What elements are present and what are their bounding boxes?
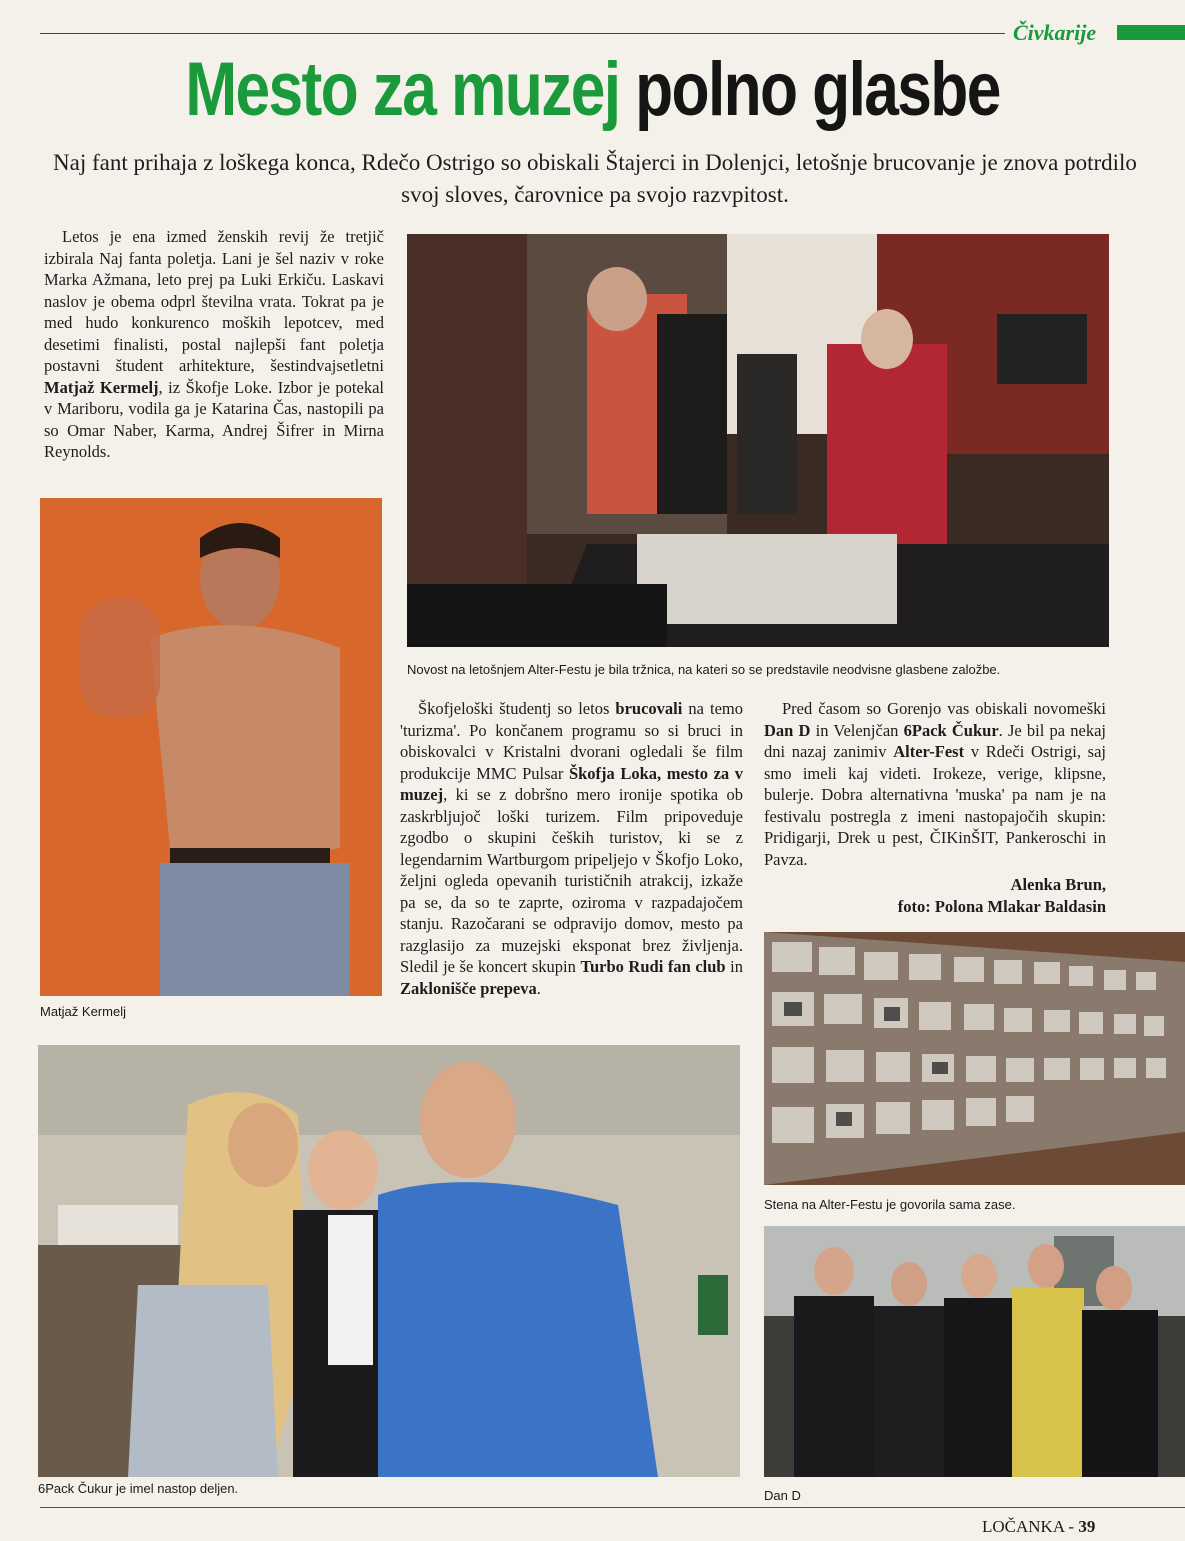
photo-kermelj (40, 498, 382, 996)
caption-market: Novost na letošnjem Alter-Festu je bila tržnica, na kateri so se predstavile neodvisne glasbene založbe. (407, 662, 1001, 677)
headline-word: muzej (450, 47, 620, 132)
byline (764, 874, 1106, 917)
column1-text: Letos je ena izmed ženskih revij že tretjič izbirala Naj fanta poletja. Lani je šel naziv v roke Marka Ažmana, leto prej pa Luki Erkiču. Laskavi naslov je obema odprl številna vrata. Tokrat pa je med hudo konkurenco moških lepotcev, med desetimi finalisti, postal najlepši fant poletja postavni študent arhitekture, šestindvajsetletni Matjaž Kermelj, iz Škofje Loke. Izbor je potekal v Mariboru, vodila ga je Katarina Čas, nastopili pa so Omar Naber, Karma, Andrej Šifrer in Mirna Reynolds. (44, 227, 384, 461)
photo-market (407, 234, 1109, 647)
photo-cukur (38, 1045, 740, 1477)
caption-dand: Dan D (764, 1488, 801, 1503)
photo-dand (764, 1226, 1185, 1477)
footer-magazine: LOČANKA (982, 1517, 1065, 1536)
footer-rule (40, 1507, 1185, 1508)
section-accent-bar (1117, 25, 1185, 40)
column2-text: Škofjeloški študentj so letos brucovali na temo 'turizma'. Po končanem programu so si bruci in obiskovalci v Kristalni dvorani ogledali še film produkcije MMC Pulsar Škofja Loka, mesto za v muzej, ki se z dobršno mero ironije spotika ob zaskrbljujoč loški turizem. Film pripoveduje zgodbo o skupini čeških turistov, ki se z legendarnim Wartburgom pripeljejo v Škofjo Loko, željni ogleda opevanih turističnih atrakcij, izkaže pa se, da so te zaprte, oziroma v razpadajočem stanju. Razočarani se odpravijo domov, mesto pa razglasijo za muzejski eksponat brez življenja. Sledil je še koncert skupin Turbo Rudi fan club in Zaklonišče prepeva. (400, 699, 743, 998)
headline-word: za (372, 47, 436, 132)
footer (982, 1517, 1095, 1537)
header-rule (40, 33, 1005, 34)
headline-word: polno (635, 47, 797, 132)
caption-kermelj: Matjaž Kermelj (40, 1004, 126, 1019)
headline (107, 46, 1079, 133)
section-label: Čivkarije (1013, 20, 1097, 45)
headline-word: glasbe (812, 47, 1000, 132)
byline-author: Alenka Brun, (1010, 875, 1106, 894)
column3-text: Pred časom so Gorenjo vas obiskali novomeški Dan D in Velenjčan 6Pack Čukur. Je bil pa nekaj dni nazaj zanimiv Alter-Fest v Rdeči Ostrigi, saj smo imeli kaj videti. Irokeze, verige, klipsne, bulerje. Dobra alternativna 'muska' pa nam je na festivalu postregla z imeni nastopajočih skupin: Pridigarji, Drek u pest, ČIKinŠIT, Pankeroschi in Pavza. (764, 699, 1107, 869)
footer-separator: - (1068, 1517, 1075, 1536)
caption-wall: Stena na Alter-Festu je govorila sama zase. (764, 1197, 1016, 1212)
lede: Naj fant prihaja z loškega konca, Rdečo Ostrigo so obiskali Štajerci in Dolenjci, letošnje brucovanje je znova potrdilo svoj sloves, čarovnice pa svojo razvpitost. (53, 150, 1137, 207)
headline-word: Mesto (185, 47, 358, 132)
photo-wall (764, 932, 1185, 1185)
page-number: 39 (1078, 1517, 1096, 1536)
caption-cukur: 6Pack Čukur je imel nastop deljen. (38, 1481, 239, 1496)
byline-photo: foto: Polona Mlakar Baldasin (897, 896, 1106, 916)
